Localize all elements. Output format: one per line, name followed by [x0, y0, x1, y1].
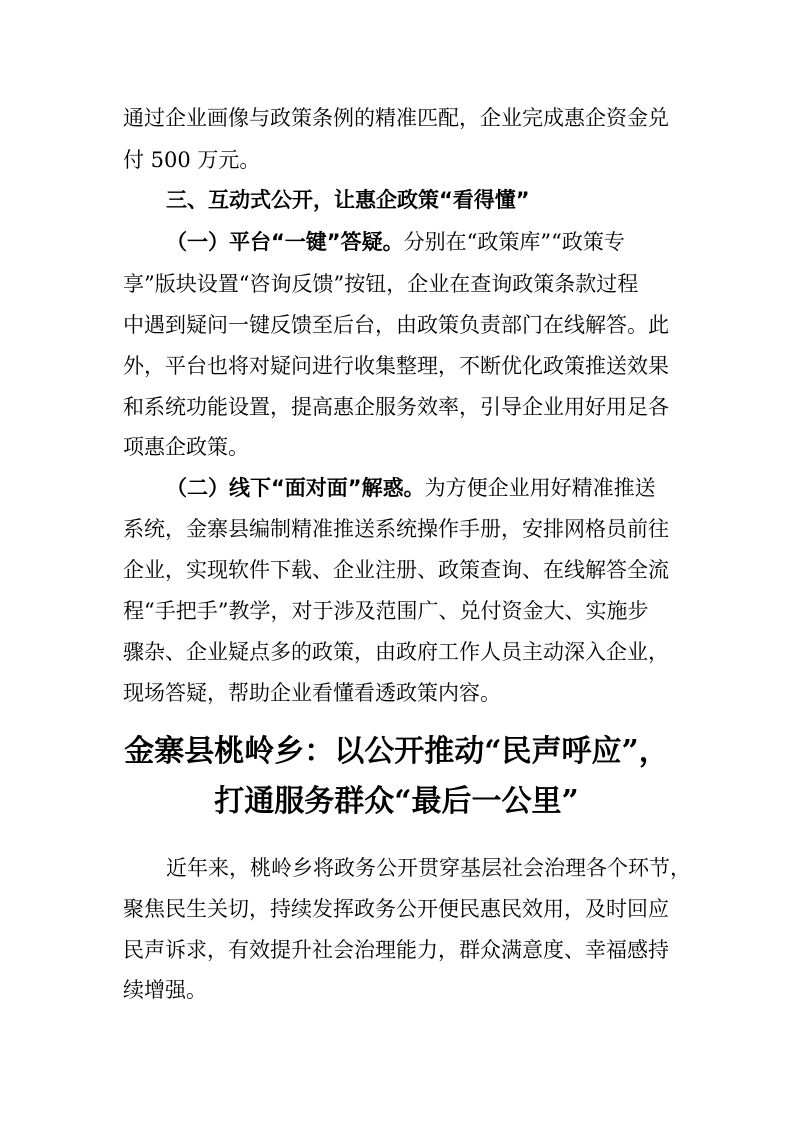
sub1-lead: （一）平台“一键”答疑。	[166, 230, 404, 254]
article-title-line-1: 金寨县桃岭乡：以公开推动“民声呼应”，	[124, 734, 669, 769]
article-para-line-1: 近年来，桃岭乡将政务公开贯穿基层社会治理各个环节，	[166, 856, 691, 880]
article-para-line-2: 聚焦民生关切，持续发挥政务公开便民惠民效用，及时回应	[123, 897, 669, 921]
section-3-heading: 三、互动式公开，让惠企政策“看得懂”	[166, 188, 530, 212]
sub2-lead: （二）线下“面对面”解惑。	[166, 476, 425, 500]
intro-line-2: 付 500 万元。	[123, 148, 261, 172]
article-para-line-4: 续增强。	[123, 978, 207, 1002]
intro-line-1: 通过企业画像与政策条例的精准匹配，企业完成惠企资金兑	[123, 106, 669, 130]
sub2-line-4: 程“手把手”教学，对于涉及范围广、兑付资金大、实施步	[123, 599, 649, 623]
sub2-line-6: 现场答疑，帮助企业看懂看透政策内容。	[123, 681, 501, 705]
sub1-first-line	[166, 227, 625, 257]
sub2-line-3: 企业，实现软件下载、企业注册、政策查询、在线解答全流	[123, 558, 669, 582]
sub1-line-3: 中遇到疑问一键反馈至后台，由政策负责部门在线解答。此	[123, 313, 669, 337]
sub1-line-2: 享”版块设置“咨询反馈”按钮，企业在查询政策条款过程	[123, 272, 639, 296]
sub1-line-6: 项惠企政策。	[123, 435, 249, 459]
article-para-line-3: 民声诉求，有效提升社会治理能力，群众满意度、幸福感持	[123, 938, 669, 962]
sub1-line-5: 和系统功能设置，提高惠企服务效率，引导企业用好用足各	[123, 395, 669, 419]
sub2-line-1: 为方便企业用好精准推送	[424, 476, 656, 500]
sub2-first-line	[166, 473, 656, 503]
sub2-line-5: 骤杂、企业疑点多的政策，由政府工作人员主动深入企业，	[123, 640, 669, 664]
sub1-line-4: 外，平台也将对疑问进行收集整理，不断优化政策推送效果	[123, 354, 669, 378]
article-title-line-2: 打通服务群众“最后一公里”	[214, 784, 579, 819]
sub1-line-1: 分别在“政策库”“政策专	[403, 230, 625, 254]
sub2-line-2: 系统，金寨县编制精准推送系统操作手册，安排网格员前往	[123, 517, 669, 541]
